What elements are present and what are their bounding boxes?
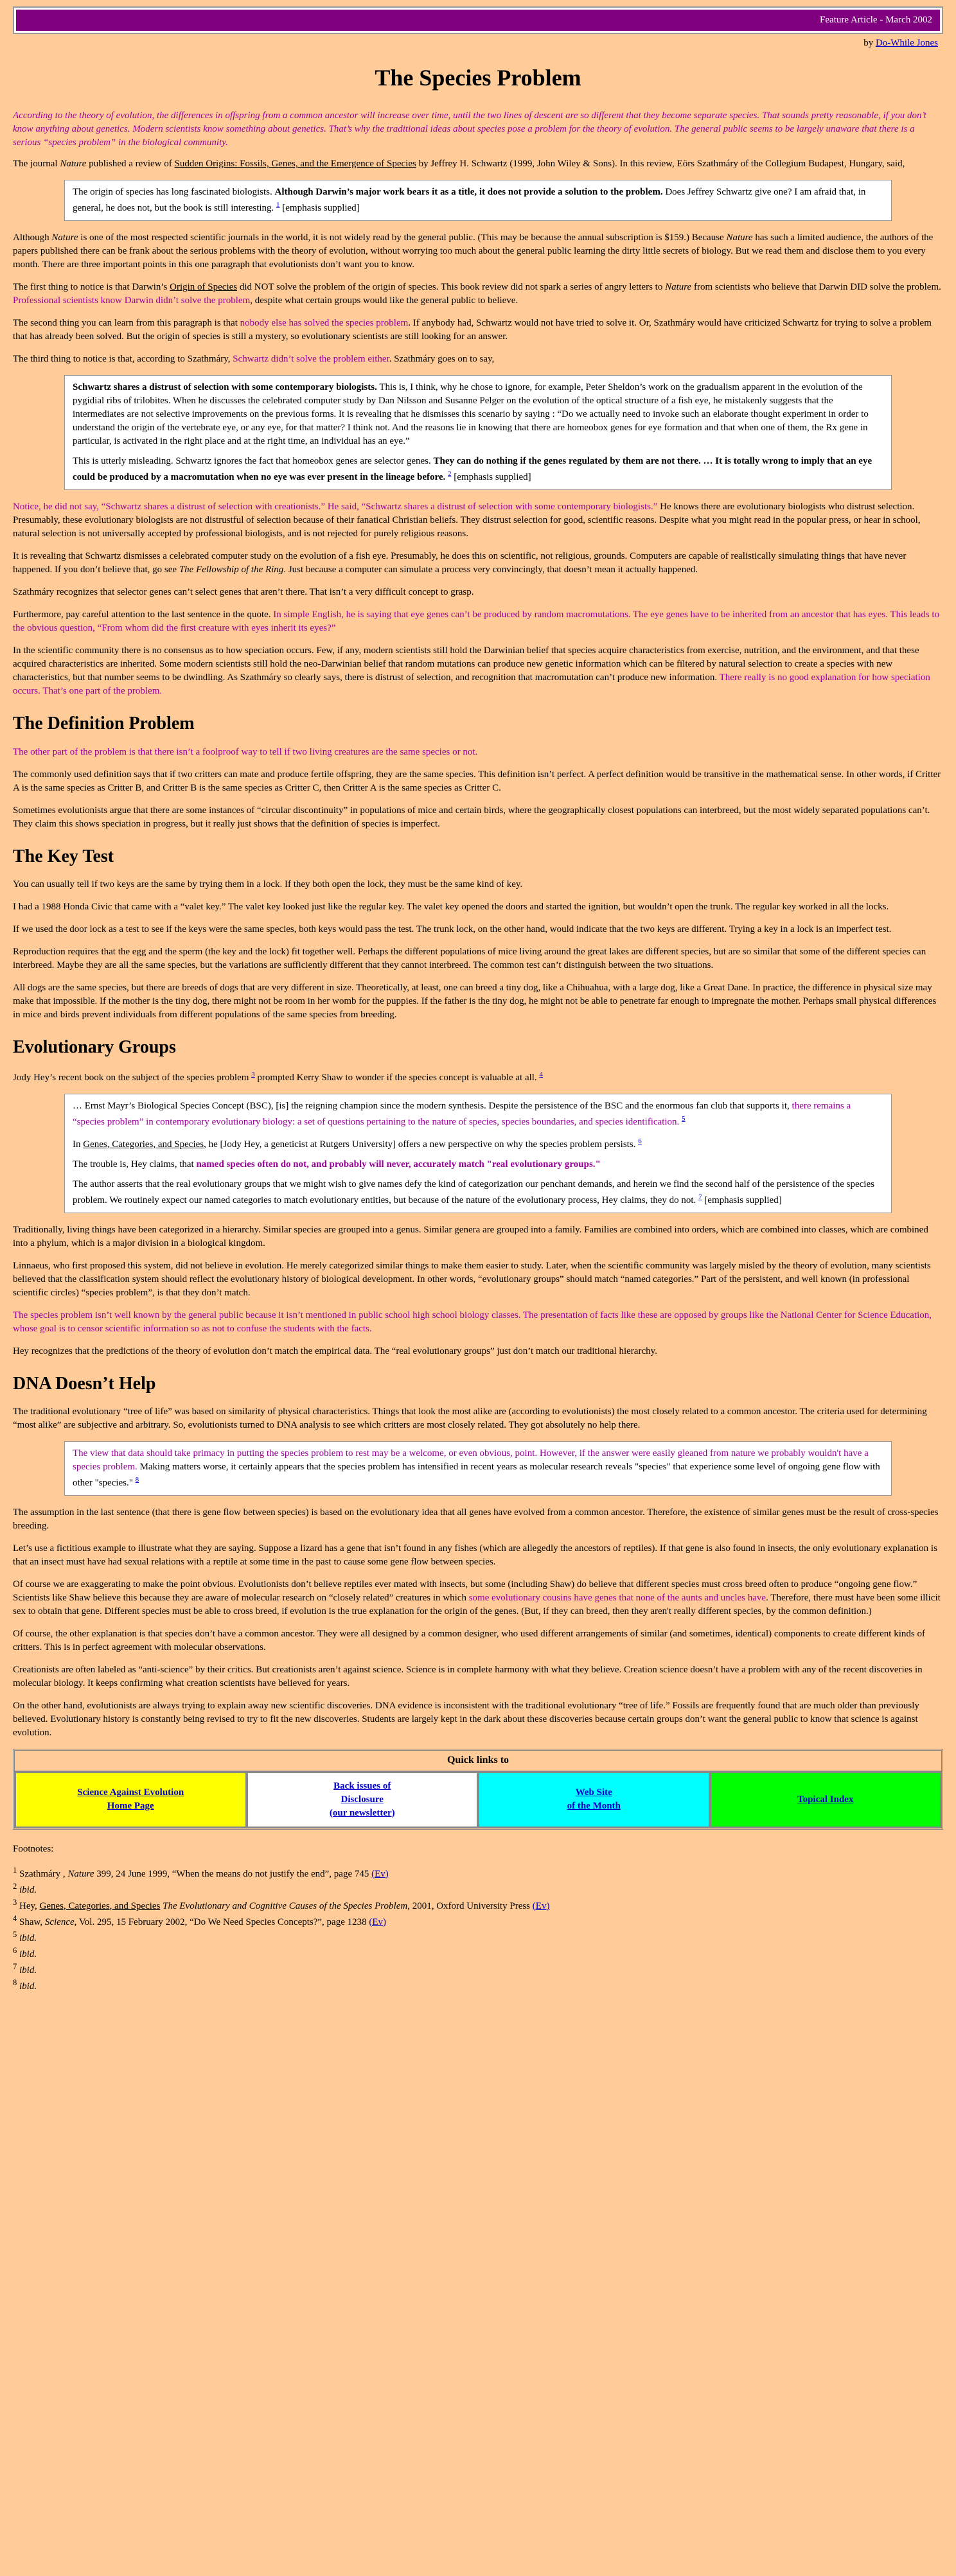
- quick-link-topical-index[interactable]: Topical Index: [797, 1794, 854, 1805]
- footnote-1: $^1$ Szathmáry , Nature 399, 24 June 1999, “When the means do not justify the end”, page 745 (Ev): [13, 1865, 389, 1879]
- paragraph-key-5: All dogs are the same species, but there are breeds of dogs that are very different in size. Theoretically, at least, one can breed a tiny dog, like a Chihuahua, with a large dog, like a Great Dane. In practice, the difference in physical size may make that impossible. If the mother is the tiny dog, there might not be room in her womb for the puppies. If the father is the tiny dog, he might not be able to penetrate far enough to impregnate the mother. Perhaps small physical differences in mice and birds prevent individuals from different populations of the same species from breeding.: [13, 982, 937, 1020]
- footnote-8: $^8$ ibid.: [13, 1977, 37, 1992]
- paragraph-distrust-selection: Notice, he did not say, “Schwartz shares a distrust of selection with creationists.” He said, “Schwartz shares a distrust of selection with some contemporary biologists.” He knows there are evolutionary biologists who distrust selection. Presumably, these evolutionary biologists are not distrustful of selection because of their fanatical Christian beliefs. They distrust selection for good, scientific reasons. Despite what you might read in the popular press, or hear in school, natural selection is not universally accepted by professional biologists, and is not rejected for purely religious reasons.: [13, 502, 921, 539]
- paragraph-key-2: I had a 1988 Honda Civic that came with a “valet key.” The valet key looked just like the regular key. The valet key opened the doors and started the ignition, but wouldn’t open the trunk. The regular key worked in all the locks.: [13, 901, 889, 912]
- paragraph-explain-away: On the other hand, evolutionists are always trying to explain away new scientific discoveries. DNA evidence is inconsistent with the traditional evolutionary “tree of life.” Fossils are frequently found that are much older than previously believed. Evolutionary history is constantly being revised to try to fit the new discoveries. Students are largely kept in the dark about these discoveries because certain groups don’t want the general public to know that science is against evolution.: [13, 1701, 919, 1739]
- footnote-4-ev-link[interactable]: (Ev): [369, 1916, 387, 1927]
- footnote-7: $^7$ ibid.: [13, 1961, 37, 1976]
- quick-links-table: [13, 1749, 943, 1829]
- author-link[interactable]: Do-While Jones: [875, 38, 938, 48]
- quick-link-cell-back-issues: [247, 1772, 479, 1828]
- paragraph-public-awareness: The species problem isn’t well known by the general public because it isn’t mentioned in public school high school biology classes. The presentation of facts like these are opposed by groups like the National Center for Science Education, whose goal is to censor scientific information so as not to confuse the students with the facts.: [13, 1310, 932, 1334]
- quote-data-primacy: The view that data should take primacy in putting the species problem to rest may be a welcome, or even obvious, point. However, if the answer were easily gleaned from nature we probably wouldn't have a species problem. Making matters worse, it certainly appears that the species problem has intensified in recent years as molecular research reveals "species" that experience some level of ongoing gene flow with other "species." $^8$: [64, 1441, 892, 1496]
- footnote-link-2[interactable]: 2: [448, 470, 452, 478]
- paragraph-hierarchy: Traditionally, living things have been categorized in a hierarchy. Similar species are grouped into a genus. Similar genera are grouped into a family. Families are combined into orders, which are combined into classes, which are combined into a phylum, which is a major division in a biological kingdom.: [13, 1224, 928, 1249]
- footnote-link-5[interactable]: 5: [682, 1114, 686, 1123]
- paragraph-hey-predictions: Hey recognizes that the predictions of the theory of evolution don’t match the empirical data. The “real evolutionary groups” just don’t match our traditional hierarchy.: [13, 1345, 657, 1356]
- footnotes: [13, 1843, 943, 1993]
- quick-link-back-issues[interactable]: Back issues of Disclosure (our newsletter): [329, 1780, 395, 1818]
- paragraph-nature-review: The journal Nature published a review of Sudden Origins: Fossils, Genes, and the Emergence of Species by Jeffrey H. Schwartz (1999, John Wiley & Sons). In this review, Eörs Szathmáry of the Collegium Budapest, Hungary, said,: [13, 159, 905, 170]
- quick-link-cell-home: [15, 1772, 247, 1828]
- heading-evolutionary-groups: Evolutionary Groups: [13, 1037, 176, 1057]
- quick-links-row: [15, 1772, 941, 1828]
- page-title: The Species Problem: [375, 65, 581, 91]
- footnote-link-8[interactable]: 8: [135, 1476, 139, 1484]
- footnote-5: $^5$ ibid.: [13, 1929, 37, 1943]
- footnote-link-7[interactable]: 7: [698, 1193, 702, 1201]
- heading-dna: DNA Doesn’t Help: [13, 1373, 156, 1394]
- paragraph-computer-study: It is revealing that Schwartz dismisses a celebrated computer study on the evolution of a fish eye. Presumably, he does this on scientific, not religious, grounds. Computers are capable of realistically simulating things that have never happened. If you don’t believe that, go see The Fellowship of the Ring. Just because a computer can simulate a process very convincingly, that doesn’t mean it actually happened.: [13, 551, 907, 575]
- paragraph-third-point: The third thing to notice is that, according to Szathmáry, Schwartz didn’t solve the problem either. Szathmáry goes on to say,: [13, 354, 495, 365]
- paragraph-lizard-example: Let’s use a fictitious example to illustrate what they are saying. Suppose a lizard has a gene that isn’t found in any fishes (which are allegedly the ancestors of reptiles). If that gene is also found in insects, the only evolutionary explanation is that an insect must have had sexual relations with a reptile at some time in the past to cause some gene flow between species.: [13, 1543, 937, 1568]
- footnotes-heading: Footnotes:: [13, 1843, 54, 1854]
- footnote-link-3[interactable]: 3: [251, 1070, 255, 1078]
- footnote-2: $^2$ ibid.: [13, 1881, 37, 1895]
- heading-definition-problem: The Definition Problem: [13, 714, 195, 734]
- paragraph-definition-2: The commonly used definition says that if two critters can mate and produce fertile offspring, they are the same species. This definition isn’t perfect. A perfect definition would be transitive in the mathematical sense. In other words, if Critter A is the same species as Critter B, and Critter B is the same species as Critter C, then Critter A is the same species as Critter C.: [13, 769, 941, 793]
- byline: [13, 37, 938, 50]
- quick-link-cell-website-month: [478, 1772, 710, 1828]
- quick-links-title: Quick links to: [15, 1751, 941, 1771]
- paragraph-selector-genes: Szathmáry recognizes that selector genes can’t select genes that aren’t there. That isn’t a very difficult concept to grasp.: [13, 587, 474, 598]
- footnote-6: $^6$ ibid.: [13, 1945, 37, 1959]
- quick-link-home[interactable]: Science Against Evolution Home Page: [77, 1787, 184, 1812]
- paragraph-exaggerating: Of course we are exaggerating to make the point obvious. Evolutionists don’t believe reptiles ever mated with insects, but some (including Shaw) do believe that different species must cross breed often to produce “ongoing gene flow.” Scientists like Shaw believe this because they are aware of molecular research on “closely related” creatures in which some evolutionary cousins have genes that none of the aunts and uncles have. Therefore, there must have been some illicit sex to obtain that gene. Different species must be able to cross breed, if evolution is the true explanation for the origin of the genes. (But, if they can breed, then they aren't really different species, by the common definition.): [13, 1579, 941, 1617]
- heading-key-test: The Key Test: [13, 846, 114, 866]
- paragraph-linnaeus: Linnaeus, who first proposed this system, did not believe in evolution. He merely categorized similar things to make them easier to study. Later, when the scientific community was largely misled by the theory of evolution, many scientists believed that the classification system should reflect the evolutionary history of biological development. In other words, “evolutionary groups” should match “named categories.” Part of the persistent, and well known (in professional scientific circles) “species problem”, is that they don’t match.: [13, 1260, 931, 1298]
- paragraph-second-point: The second thing you can learn from this paragraph is that nobody else has solved the species problem. If anybody had, Schwartz would not have tried to solve it. Or, Szathmáry would have criticized Schwartz for trying to solve a problem that has already been solved. But the origin of species is still a mystery, so evolutionary scientists are still looking for an answer.: [13, 318, 932, 342]
- paragraph-key-4: Reproduction requires that the egg and the sperm (the key and the lock) fit together well. Perhaps the different populations of mice living around the great lakes are different species, but are so similar that some of the different species can interbreed. Maybe they are all the same species, but the variations are sufficiently different that they cannot interbreed. The common test can’t distinguish between the two situations.: [13, 946, 926, 970]
- page: [6, 0, 950, 2000]
- footnote-4: $^4$ Shaw, Science, Vol. 295, 15 February 2002, “Do We Need Species Concepts?”, page 1238 (Ev): [13, 1913, 387, 1927]
- footnote-link-4[interactable]: 4: [539, 1070, 543, 1078]
- footnote-3: $^3$ Hey, Genes, Categories, and Species The Evolutionary and Cognitive Causes of the Species Problem, 2001, Oxford University Press (Ev): [13, 1897, 550, 1911]
- quote-shaw: … Ernst Mayr’s Biological Species Concept (BSC), [is] the reigning champion since the modern synthesis. Despite the persistence of the BSC and the enormous fan club that supports it, there remains a “species problem” in contemporary evolutionary biology: a set of questions pertaining to the nature of species, species boundaries, and species identification. $^5$ In Genes, Categories, and Species, he [Jody Hey, a geneticist at Rutgers University] offers a new perspective on why the species problem persists. $^6$ The trouble is, Hey claims, that named species often do not, and probably will never, accurately match "real evolutionary groups." The author asserts that the real evolutionary groups that we might wish to give names defy the kind of categorization our penchant demands, and herein we find the second half of the persistence of the species problem. We routinely expect our named categories to match evolutionary entities, but because of the nature of the evolutionary process, Hey claims, they do not. $^7$ [emphasis supplied]: [64, 1094, 892, 1213]
- paragraph-first-point: The first thing to notice is that Darwin’s Origin of Species did NOT solve the problem of the origin of species. This book review did not spark a series of angry letters to Nature from scientists who believe that Darwin DID solve the problem. Professional scientists know Darwin didn’t solve the problem, despite what certain groups would like the general public to believe.: [13, 282, 941, 306]
- quick-link-website-month[interactable]: Web Site of the Month: [567, 1787, 621, 1812]
- quick-link-cell-topical-index: [710, 1772, 942, 1828]
- paragraph-gene-flow: The assumption in the last sentence (that there is gene flow between species) is based on the evolutionary idea that all genes have evolved from a common ancestor. Therefore, the existence of similar genes must be the result of cross-species breeding.: [13, 1507, 939, 1532]
- footnote-link-1[interactable]: 1: [276, 201, 280, 209]
- paragraph-common-designer: Of course, the other explanation is that species don’t have a common ancestor. They were all designed by a common designer, who used different arrangements of similar (and sometimes, identical) components to create different kinds of critters. This is in perfect agreement with molecular observations.: [13, 1629, 925, 1653]
- paragraph-key-1: You can usually tell if two keys are the same by trying them in a lock. If they both open the lock, they must be the same kind of key.: [13, 879, 523, 889]
- quote-szathmary-1: The origin of species has long fascinated biologists. Although Darwin’s major work bears it as a title, it does not provide a solution to the problem. Does Jeffrey Schwartz give one? I am afraid that, in general, he does not, but the book is still interesting. $^1$ [emphasis supplied]: [64, 180, 892, 221]
- intro-paragraph: According to the theory of evolution, the differences in offspring from a common ancestor will increase over time, until the two lines of descent are so different that they become separate species. That sounds pretty reasonable, if you don’t know anything about genetics. Modern scientists know something about genetics. That’s why the traditional ideas about species pose a problem for the theory of evolution. The general public seems to be largely unaware that there is a serious “species problem” in the biological community.: [13, 110, 926, 148]
- footnote-link-6[interactable]: 6: [638, 1137, 642, 1145]
- issue-banner: Feature Article - March 2002: [14, 8, 942, 33]
- byline-prefix: by: [863, 38, 876, 48]
- footnote-1-ev-link[interactable]: (Ev): [371, 1868, 389, 1879]
- paragraph-tree-of-life: The traditional evolutionary “tree of life” was based on similarity of physical characteristics. Things that look the most alike are (according to evolutionists) the most closely related to a common ancestor. The criteria used for determining “most alike” are subjective and arbitrary. So, evolutionists turned to DNA analysis to see which critters are most closely related. They got absolutely no help there.: [13, 1406, 927, 1431]
- footnote-3-ev-link[interactable]: (Ev): [532, 1900, 550, 1911]
- paragraph-hey-book: Jody Hey’s recent book on the subject of the species problem $^3$ prompted Kerry Shaw to wonder if the species concept is valuable at all. $^4$: [13, 1070, 543, 1083]
- paragraph-definition-1: The other part of the problem is that there isn’t a foolproof way to tell if two living creatures are the same species or not.: [13, 746, 478, 757]
- paragraph-no-consensus: In the scientific community there is no consensus as to how speciation occurs. Few, if any, modern scientists still hold the Darwinian belief that species acquire characteristics from exercise, nutrition, and the environment, and that these acquired characteristics are inherited. Some modern scientists still hold the neo-Darwinian belief that random mutations can produce new genetic information which can be filtered by natural selection to create a species with new characteristics, but that number seems to be dwindling. As Szathmáry so clearly says, there is distrust of selection, and recognition that macromutation can’t produce new information. There really is no good explanation for how speciation occurs. That’s one part of the problem.: [13, 645, 930, 697]
- paragraph-definition-3: Sometimes evolutionists argue that there are some instances of “circular discontinuity” in populations of mice and certain birds, where the geographically closest populations can interbreed, but the most widely separated populations can’t. They claim this shows speciation in progress, but it really just shows that the definition of species is imperfect.: [13, 805, 930, 829]
- quote-szathmary-2: Schwartz shares a distrust of selection with some contemporary biologists. This is, I think, why he chose to ignore, for example, Peter Sheldon’s work on the gradualism apparent in the evolution of the pygidial ribs of trilobites. When he discusses the celebrated computer study by Dan Nilsson and Susanne Pelger on the evolution of the optical structure of a fish eye, he mistakenly suggests that the intermediates are not selective improvements on the previous forms. It is revealing that he dismisses this scenario by saying : “Do we actually need to invoke such an elaborate thought experiment in order to understand the origin of the vertebrate eye, or any eye, for that matter? I think not. And the reasons lie in knowing that there are homeobox genes for eye formation and that when one of them, the Rx gene in particular, is activated in the right place and at the right time, an individual has an eye.” This is utterly misleading. Schwartz ignores the fact that homeobox genes are selector genes. They can do nothing if the genes regulated by them are not there. … It is totally wrong to imply that an eye could be produced by a macromutation when no eye was ever present in the lineage before. $^2$ [emphasis supplied]: [64, 375, 892, 490]
- paragraph-key-3: If we used the door lock as a test to see if the keys were the same species, both keys would pass the test. The trunk lock, on the other hand, would indicate that the two keys are different. Trying a key in a lock is an imperfect test.: [13, 924, 892, 934]
- paragraph-nature-audience: Although Nature is one of the most respected scientific journals in the world, it is not widely read by the general public. (This may be because the annual subscription is $159.) Because Nature has such a limited audience, the authors of the papers published there can be frank about the serious problems with the theory of evolution, without worrying too much about the general public learning the dirty little secrets of biology. But we read them and disclose them to you every month. There are three important points in this one paragraph that evolutionists don’t want you to know.: [13, 232, 934, 270]
- paragraph-anti-science: Creationists are often labeled as “anti-science” by their critics. But creationists aren’t against science. Science is in complete harmony with what they believe. Creation science doesn’t have a problem with any of the recent discoveries in molecular biology. It keeps confirming what creation scientists have believed for years.: [13, 1665, 923, 1689]
- paragraph-last-sentence: Furthermore, pay careful attention to the last sentence in the quote. In simple English, he is saying that eye genes can’t be produced by random macromutations. The eye genes have to be inherited from an ancestor that has eyes. This leads to the obvious question, “From whom did the first creature with eyes inherit its eyes?”: [13, 609, 940, 634]
